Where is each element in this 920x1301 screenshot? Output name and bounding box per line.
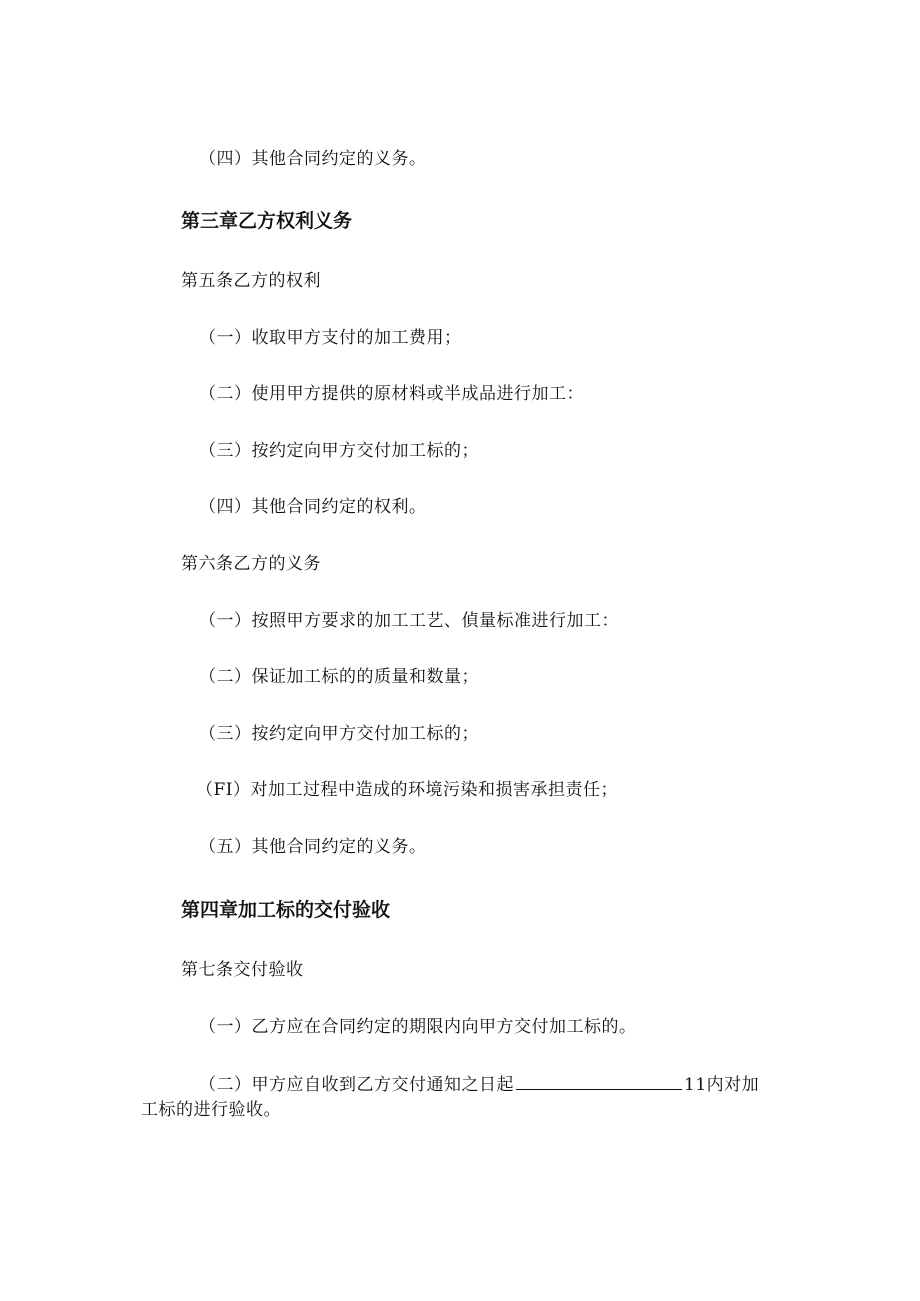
article-heading: 第六条乙方的义务 — [181, 554, 321, 574]
clause-continuation: 工标的进行验收。 — [141, 1100, 281, 1120]
article-heading: 第五条乙方的权利 — [181, 271, 321, 291]
clause-item: （二）保证加工标的的质量和数量； — [199, 667, 479, 687]
clause-item: （五）其他合同约定的义务。 — [199, 837, 427, 857]
chapter-heading: 第四章加工标的交付验收 — [181, 899, 391, 921]
clause-item: （三）按约定向甲方交付加工标的； — [199, 724, 479, 744]
clause-item: （一）按照甲方要求的加工工艺、偵量标准进行加工： — [199, 611, 619, 631]
clause-item: （三）按约定向甲方交付加工标的； — [199, 441, 479, 461]
clause-item: （二）使用甲方提供的原材料或半成品进行加工： — [199, 384, 584, 404]
clause-item: （一）乙方应在合同约定的期限内向甲方交付加工标的。 — [199, 1017, 637, 1037]
fill-in-blank[interactable] — [516, 1073, 682, 1090]
clause-item: （四）其他合同约定的义务。 — [199, 149, 427, 169]
clause-text: 11内对加 — [684, 1075, 760, 1095]
article-heading: 第七条交付验收 — [181, 960, 304, 980]
clause-text: （二）甲方应自收到乙方交付通知之日起 — [199, 1075, 514, 1095]
chapter-heading: 第三章乙方权利义务 — [181, 210, 353, 232]
clause-item: （一）收取甲方支付的加工费用； — [199, 328, 462, 348]
clause-item-with-blank — [199, 1073, 759, 1096]
clause-item: （FI）对加工过程中造成的环境污染和损害承担责任； — [196, 780, 619, 800]
clause-item: （四）其他合同约定的权利。 — [199, 497, 427, 517]
